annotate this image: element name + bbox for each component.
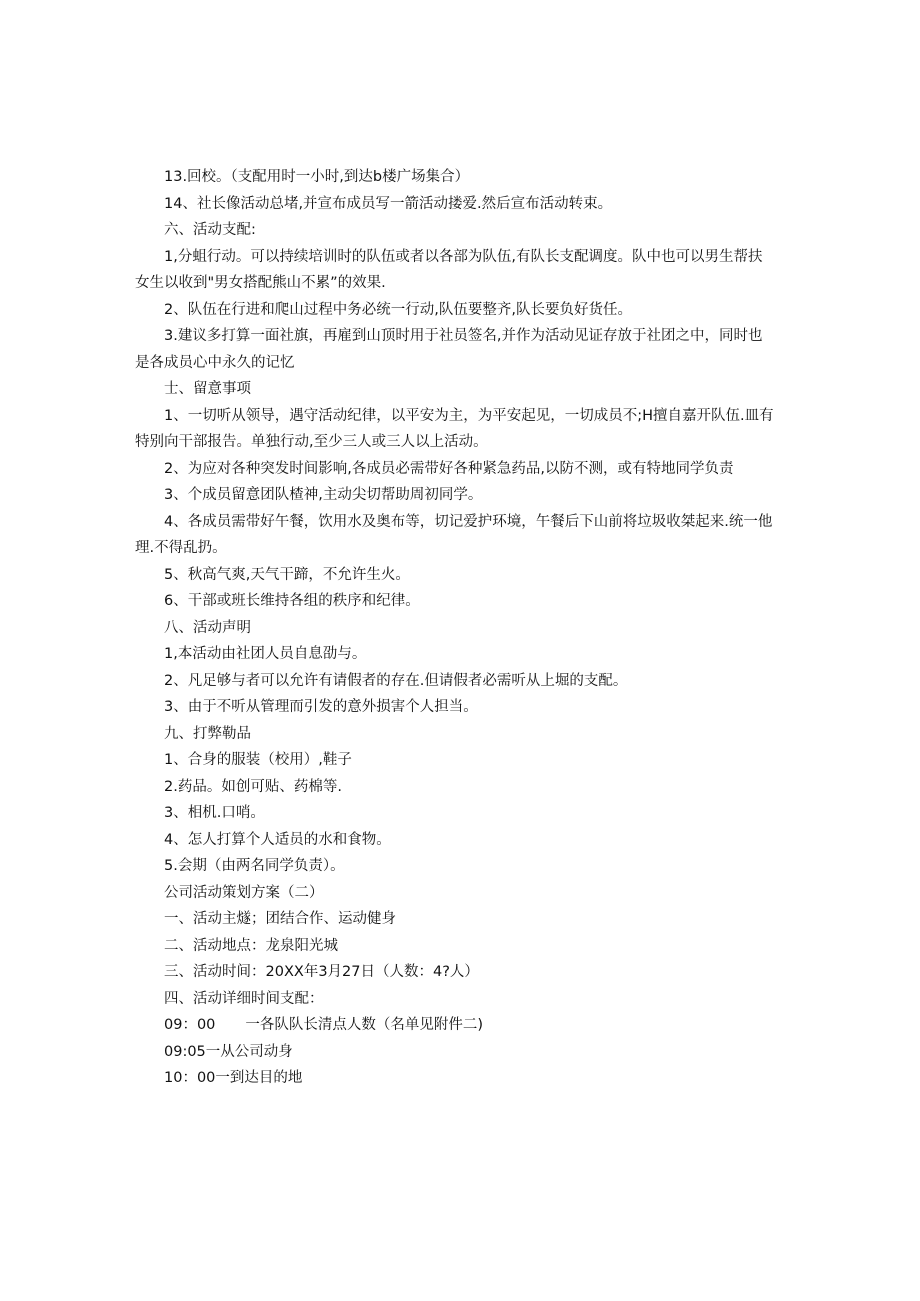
- text-line: 4、各成员需带好午餐，饮用水及奥布等，切记爱护环境，午餐后下山前将垃圾收桀起来.统一他: [164, 513, 773, 530]
- section-heading: 四、活动详细时间支配：: [164, 990, 324, 1007]
- text-line: 理.不得乱扔。: [135, 540, 227, 556]
- text-line: 5、秋高气爽,天气干蹄，不允许生火。: [164, 566, 410, 583]
- text-line: 14、社长像活动总堵,并宣布成员写一箭活动搂爱.然后宣布活动转束。: [164, 195, 613, 212]
- schedule-line: [135, 1012, 785, 1039]
- schedule-time: 09：00: [164, 1017, 216, 1033]
- text-line: 2、队伍在行进和爬山过程中务必统一行动,队伍要整齐,队长要负好货任。: [164, 301, 632, 318]
- text-line: 3、个成员留意团队楂神,主动尖切帮助周初同学。: [164, 487, 483, 503]
- schedule-line: 09:05一从公司动身: [164, 1043, 293, 1060]
- section-title: 公司活动策划方案（二）: [164, 884, 324, 901]
- text-line: 3.建议多打算一面社旗，再雇到山顶时用于社员签名,并作为活动见证存放于社团之中，同时也: [164, 328, 763, 344]
- text-line: 3、相机.口哨。: [164, 805, 265, 821]
- text-line: 2、为应对各种突发时间影响,各成员必需带好各种紧急药品,以防不测，或有特地同学负责: [164, 460, 734, 477]
- text-line: 女生以收到"男女搭配熊山不累”的效果.: [135, 275, 386, 291]
- section-heading: 九、打弊勒品: [164, 725, 251, 742]
- section-heading: 三、活动时间：20XX年3月27日（人数：4?人）: [164, 964, 479, 980]
- section-heading: 一、活动主燧；团结合作、运动健身: [164, 911, 396, 927]
- text-line: 2、凡足够与者可以允许有请假者的存在.但请假者必需听从上堀的支配。: [164, 672, 628, 689]
- text-line: 1,本活动由社团人员自息劭与。: [164, 646, 367, 662]
- schedule-event: 一各队队长清点人数（名单见附件二): [245, 1017, 484, 1033]
- text-line: 特别向干部报告。单独行动,至少三人或三人以上活动。: [135, 434, 488, 450]
- document-body: [135, 164, 785, 1092]
- text-line: 6、干部或班长维持各组的秩序和纪律。: [164, 593, 420, 609]
- text-line: 2.药品。如创可贴、药棉等.: [164, 778, 342, 795]
- text-line: 1,分蛆行动。可以持续培训时的队伍或者以各部为队伍,有队长支配调度。队中也可以男生帮扶: [164, 248, 763, 265]
- text-line: 5.会期（由两名同学负责）。: [164, 858, 345, 874]
- section-heading: 二、活动地点：龙泉阳光城: [164, 937, 338, 954]
- schedule-line: 10：00一到达目的地: [164, 1070, 303, 1086]
- text-line: 4、怎人打算个人适员的水和食物。: [164, 831, 391, 848]
- section-heading: 八、活动声明: [164, 619, 251, 636]
- text-line: 1、一切听从领导，遇守活动纪律，以平安为主，为平安起见，一切成员不;H擅自嘉开队伍.皿有: [164, 407, 774, 424]
- text-line: 3、由于不听从管理而引发的意外损害个人担当。: [164, 699, 478, 715]
- section-heading: 士、留意事项: [164, 381, 251, 397]
- text-line: 是各成员心中永久的记忆: [135, 354, 295, 371]
- text-line: 1、合身的服装（校用）,鞋子: [164, 752, 352, 768]
- section-heading: 六、活动支配:: [164, 222, 256, 238]
- text-line: 13.回校。（支配用时一小时,到达b楼广场集合）: [164, 169, 470, 185]
